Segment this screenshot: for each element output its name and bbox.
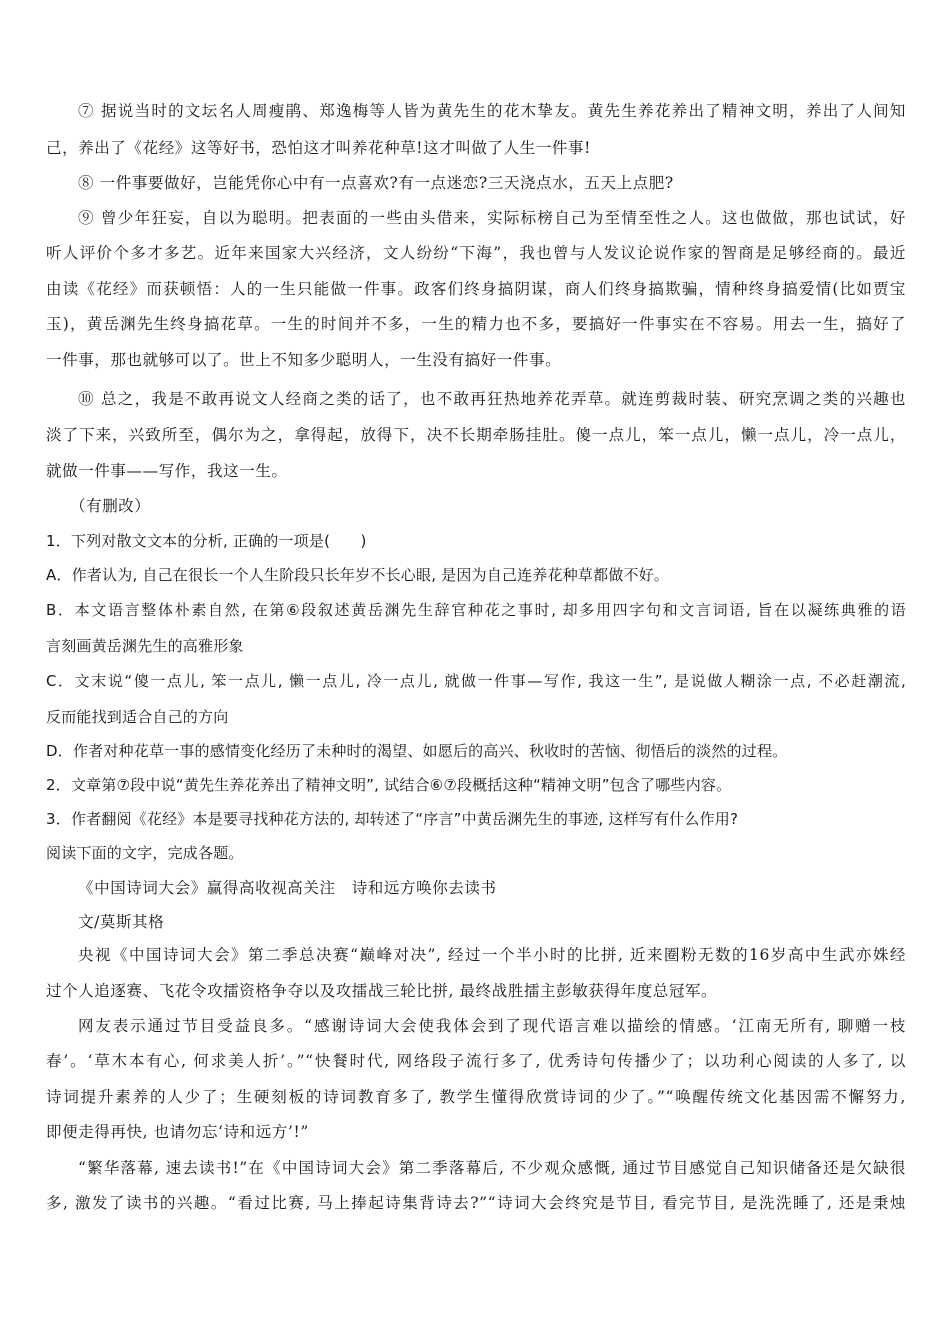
paragraph-9-line-2: 听人评价个多才多艺。近年来国家大兴经济，文人纷纷“下海”，我也曾与人发议论说作家的智商是足够经商的。最近 — [46, 244, 906, 262]
paragraph-7-line-1: ⑦ 据说当时的文坛名人周瘦鹃、郑逸梅等人皆为黄先生的花木挚友。黄先生养花养出了精神文明，养出了人间知 — [78, 102, 906, 120]
reading-instruction: 阅读下面的文字，完成各题。 — [46, 844, 244, 862]
question-1-option-d: D．作者对种花草一事的感情变化经历了未种时的渴望、如愿后的高兴、秋收时的苦恼、彻悟后的淡然的过程。 — [46, 742, 788, 760]
question-1-option-a: A．作者认为, 自己在很长一个人生阶段只长年岁不长心眼, 是因为自己连养花种草都做不好。 — [46, 566, 670, 584]
paragraph-7-line-2: 己，养出了《花经》这等好书，恐怕这才叫养花种草!这才叫做了人生一件事! — [46, 139, 591, 157]
article-p2-line-3: 诗词提升素养的人少了；生硬刻板的诗词教育多了, 教学生懂得欣赏诗词的少了。”“唤醒传统文化基因需不懈努力, — [46, 1088, 906, 1106]
paragraph-9-line-4: 玉)，黄岳渊先生终身搞花草。一生的时间并不多，一生的精力也不多，要搞好一件事实在不容易。用去一生，搞好了 — [46, 315, 906, 333]
article-p1-line-2: 过个人追逐赛、飞花令攻擂资格争夺以及攻擂战三轮比拼, 最终战胜擂主彭敏获得年度总冠军。 — [46, 982, 718, 1000]
question-1-option-c-line-1: C．文末说“傻一点儿, 笨一点儿, 懒一点儿, 冷一点儿, 就做一件事—写作, 我这一生”, 是说做人糊涂一点, 不必赶潮流, — [46, 672, 906, 690]
paragraph-9-line-1: ⑨ 曾少年狂妄，自以为聪明。把表面的一些由头借来，实际标榜自己为至情至性之人。这也做做，那也试试，好 — [78, 209, 906, 227]
question-3: 3．作者翻阅《花经》本是要寻找种花方法的, 却转述了“序言”中黄岳渊先生的事迹, 这样写有什么作用? — [46, 810, 739, 828]
question-1-stem: 1．下列对散文文本的分析, 正确的一项是( ) — [46, 532, 367, 550]
paragraph-10-line-3: 就做一件事——写作，我这一生。 — [46, 462, 288, 480]
paragraph-8: ⑧ 一件事要做好，岂能凭你心中有一点喜欢?有一点迷恋?三天浇点水，五天上点肥? — [78, 174, 674, 192]
question-2: 2．文章第⑦段中说“黄先生养花养出了精神文明”, 试结合⑥⑦段概括这种“精神文明”包含了哪些内容。 — [46, 776, 732, 794]
paragraph-9-line-3: 由读《花经》而获顿悟：人的一生只能做一件事。政客们终身搞阴谋，商人们终身搞欺骗，情种终身搞爱情(比如贾宝 — [46, 280, 906, 298]
article-title: 《中国诗词大会》赢得高收视高关注 诗和远方唤你去读书 — [78, 879, 497, 897]
article-p2-line-2: 春’。‘草木本有心, 何求美人折’。”“快餐时代, 网络段子流行多了, 优秀诗句传播少了；以功利心阅读的人多了, 以 — [46, 1052, 906, 1070]
paragraph-10-line-1: ⑩ 总之，我是不敢再说文人经商之类的话了，也不敢再狂热地养花弄草。就连剪裁时装、研究烹调之类的兴趣也 — [78, 390, 906, 408]
article-p2-line-1: 网友表示通过节目受益良多。“感谢诗词大会使我体会到了现代语言难以描绘的情感。‘江南无所有, 聊赠一枝 — [78, 1017, 906, 1035]
question-1-option-b-line-2: 言刻画黄岳渊先生的高雅形象 — [46, 637, 244, 655]
article-p3-line-2: 多, 激发了读书的兴趣。“看过比赛, 马上捧起诗集背诗去?”“诗词大会终究是节目, 看完节目, 是洗洗睡了, 还是秉烛 — [46, 1194, 906, 1212]
question-1-option-c-line-2: 反而能找到适合自己的方向 — [46, 708, 229, 726]
article-p1-line-1: 央视《中国诗词大会》第二季总决赛“巅峰对决”, 经过一个半小时的比拼, 近来圈粉无数的16岁高中生武亦姝经 — [78, 946, 906, 964]
question-1-option-b-line-1: B．本文语言整体朴素自然, 在第⑥段叙述黄岳渊先生辞官种花之事时, 却多用四字句和文言词语, 旨在以凝练典雅的语 — [46, 601, 906, 619]
article-p3-line-1: “繁华落幕, 速去读书!”在《中国诗词大会》第二季落幕后, 不少观众感慨, 通过节目感觉自己知识储备还是欠缺很 — [78, 1159, 906, 1177]
article-author: 文/莫斯其格 — [78, 913, 165, 931]
paragraph-10-line-2: 淡了下来，兴致所至，偶尔为之，拿得起，放得下，决不长期牵肠挂肚。傻一点儿，笨一点儿，懒一点儿，冷一点儿， — [46, 426, 906, 444]
paragraph-9-line-5: 一件事，那也就够可以了。世上不知多少聪明人，一生没有搞好一件事。 — [46, 351, 562, 369]
edited-note: （有删改） — [70, 497, 151, 515]
article-p2-line-4: 即便走得再快, 也请勿忘‘诗和远方’!” — [46, 1123, 309, 1141]
